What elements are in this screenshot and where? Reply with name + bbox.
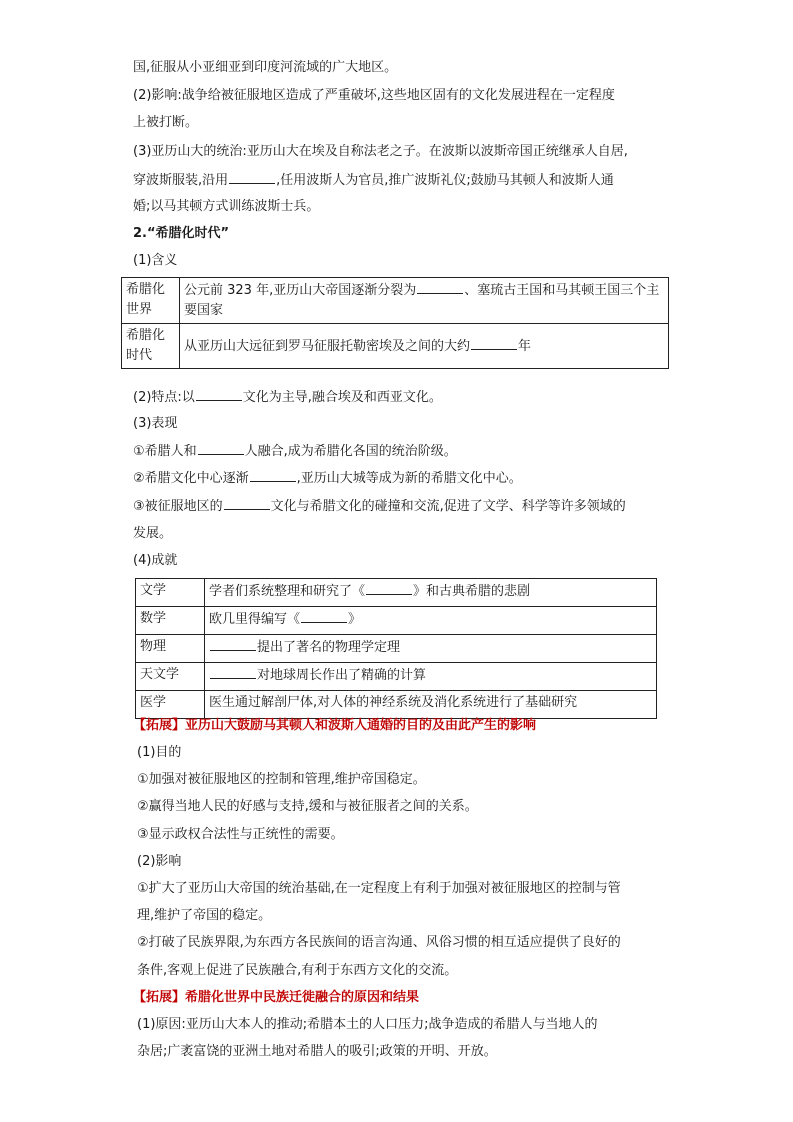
text-segment: (2)特点:以 xyxy=(133,390,195,405)
achievements-table xyxy=(135,578,657,719)
paragraph-line: 杂居;广袤富饶的亚洲土地对希腊人的吸引;政策的开明、开放。 xyxy=(137,1044,497,1059)
fill-blank[interactable] xyxy=(196,387,242,401)
fill-blank[interactable] xyxy=(250,468,296,482)
fill-blank[interactable] xyxy=(366,581,412,595)
table-cell: 医生通过解剖尸体,对人体的神经系统及消化系统进行了基础研究 xyxy=(205,691,657,719)
table-cell-label: 希腊化时代 xyxy=(122,324,180,369)
fill-blank[interactable] xyxy=(210,637,256,651)
text-segment: ,任用波斯人为官员,推广波斯礼仪;鼓励马其顿人和波斯人通 xyxy=(276,173,614,188)
subsection-label: (4)成就 xyxy=(133,553,178,568)
paragraph-line xyxy=(133,170,673,191)
text-segment: ,亚历山大城等成为新的希腊文化中心。 xyxy=(296,471,522,486)
fill-blank[interactable] xyxy=(301,609,347,623)
subsection-label: (1)目的 xyxy=(137,745,182,760)
paragraph-line: 理,维护了帝国的稳定。 xyxy=(137,908,272,923)
table-cell-label: 物理 xyxy=(136,635,205,663)
fill-blank[interactable] xyxy=(198,441,244,455)
paragraph-line: ①加强对被征服地区的控制和管理,维护帝国稳定。 xyxy=(137,772,426,787)
definition-table xyxy=(121,277,669,369)
paragraph-line xyxy=(133,441,673,462)
paragraph-line: 条件,客观上促进了民族融合,有利于东西方文化的交流。 xyxy=(137,963,458,978)
text-segment: ②希腊文化中心逐渐 xyxy=(133,471,249,486)
text-segment: 学者们系统整理和研究了《 xyxy=(209,584,366,599)
table-cell-label: 希腊化世界 xyxy=(122,278,180,324)
table-cell xyxy=(205,607,657,635)
table-cell xyxy=(205,663,657,691)
table-cell xyxy=(205,635,657,663)
fill-blank[interactable] xyxy=(471,336,517,350)
paragraph-line: (2)影响:战争给被征服地区造成了严重破坏,这些地区固有的文化发展进程在一定程度 xyxy=(133,88,615,103)
paragraph-line xyxy=(133,387,673,408)
text-segment: 公元前 323 年,亚历山大帝国逐渐分裂为 xyxy=(184,283,417,298)
table-row xyxy=(122,278,669,324)
paragraph-line: 发展。 xyxy=(133,526,173,541)
table-row xyxy=(136,691,657,719)
text-segment: 文化为主导,融合埃及和西亚文化。 xyxy=(242,390,442,405)
text-segment: 》 xyxy=(348,612,362,627)
paragraph-line: 国,征服从小亚细亚到印度河流域的广大地区。 xyxy=(133,60,398,75)
text-segment: 年 xyxy=(518,338,532,354)
fill-blank[interactable] xyxy=(229,170,275,184)
section-heading: 2.“希腊化时代” xyxy=(133,226,230,241)
text-segment: 、塞琉古王国和马其顿王国三个主要国家 xyxy=(184,283,660,318)
paragraph-line xyxy=(133,496,673,517)
subsection-label: (1)含义 xyxy=(133,253,178,268)
fill-blank[interactable] xyxy=(224,496,270,510)
table-row xyxy=(136,635,657,663)
table-cell-label: 文学 xyxy=(136,579,205,607)
extension-heading: 【拓展】亚历山大鼓励马其顿人和波斯人通婚的目的及由此产生的影响 xyxy=(133,718,537,733)
paragraph-line: ②赢得当地人民的好感与支持,缓和与被征服者之间的关系。 xyxy=(137,799,478,814)
text-segment: ①希腊人和 xyxy=(133,444,197,459)
table-row xyxy=(136,607,657,635)
text-segment: 对地球周长作出了精确的计算 xyxy=(257,668,427,683)
table-row xyxy=(136,579,657,607)
paragraph-line: (1)原因:亚历山大本人的推动;希腊本土的人口压力;战争造成的希腊人与当地人的 xyxy=(137,1017,598,1032)
text-segment: 人融合,成为希腊化各国的统治阶级。 xyxy=(244,444,457,459)
paragraph-line: 上被打断。 xyxy=(133,115,199,130)
table-cell-label: 天文学 xyxy=(136,663,205,691)
paragraph-line: 婚;以马其顿方式训练波斯士兵。 xyxy=(133,199,320,214)
table-cell xyxy=(180,324,669,369)
fill-blank[interactable] xyxy=(417,280,463,294)
text-segment: 》和古典希腊的悲剧 xyxy=(413,584,531,599)
text-segment: 欧几里得编写《 xyxy=(209,612,301,627)
paragraph-line: ①扩大了亚历山大帝国的统治基础,在一定程度上有利于加强对被征服地区的控制与管 xyxy=(137,881,621,896)
subsection-label: (3)表现 xyxy=(133,416,178,431)
text-segment: 从亚历山大远征到罗马征服托勒密埃及之间的大约 xyxy=(184,338,471,354)
table-row xyxy=(136,663,657,691)
table-cell-label: 医学 xyxy=(136,691,205,719)
extension-heading: 【拓展】希腊化世界中民族迁徙融合的原因和结果 xyxy=(133,990,420,1005)
paragraph-line: (3)亚历山大的统治:亚历山大在埃及自称法老之子。在波斯以波斯帝国正统继承人自居, xyxy=(133,144,628,159)
text-segment: ③被征服地区的 xyxy=(133,499,223,514)
table-cell-label: 数学 xyxy=(136,607,205,635)
text-segment: 文化与希腊文化的碰撞和交流,促进了文学、科学等许多领域的 xyxy=(270,499,626,514)
paragraph-line: ②打破了民族界限,为东西方各民族间的语言沟通、风俗习惯的相互适应提供了良好的 xyxy=(137,935,621,950)
table-row xyxy=(122,324,669,369)
text-segment: 穿波斯服装,沿用 xyxy=(133,173,229,188)
table-cell xyxy=(180,278,669,324)
paragraph-line: ③显示政权合法性与正统性的需要。 xyxy=(137,827,344,842)
table-cell xyxy=(205,579,657,607)
paragraph-line xyxy=(133,468,673,489)
subsection-label: (2)影响 xyxy=(137,854,182,869)
fill-blank[interactable] xyxy=(210,665,256,679)
text-segment: 提出了著名的物理学定理 xyxy=(257,640,401,655)
